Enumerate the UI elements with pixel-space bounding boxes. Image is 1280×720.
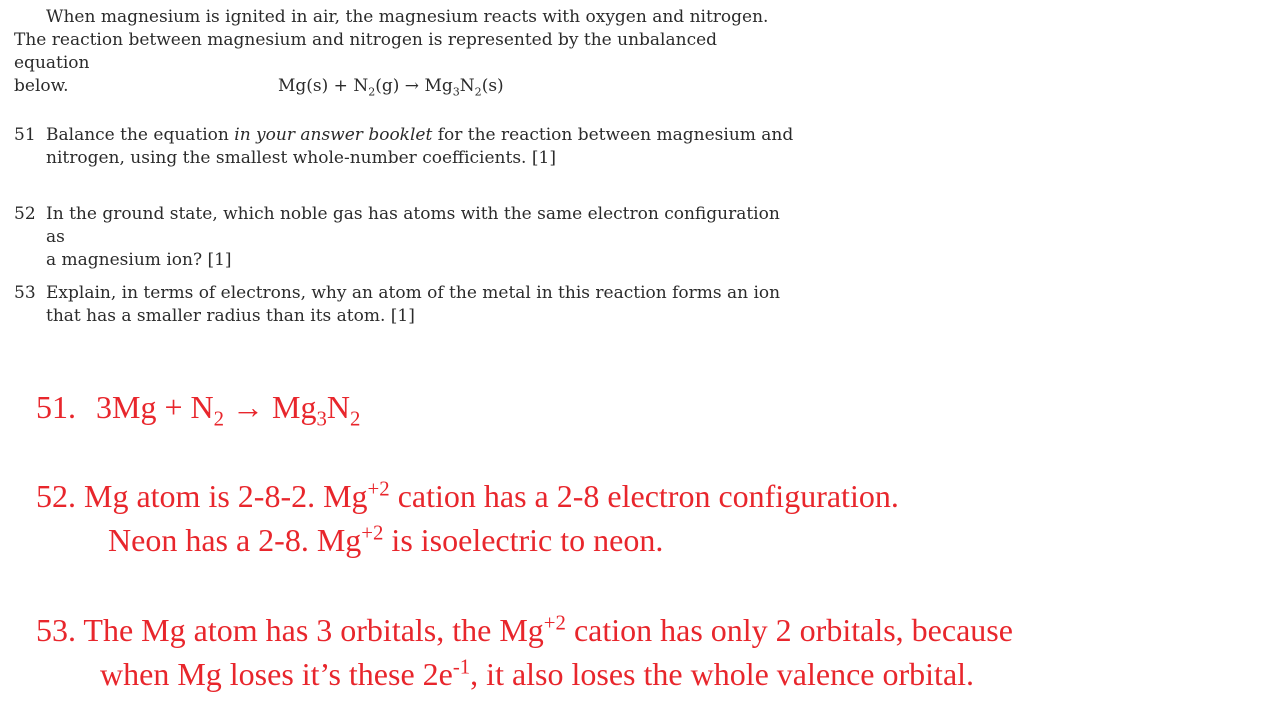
- question-line-1: In the ground state, which noble gas has atoms with the same electron configuration as: [46, 204, 780, 247]
- eq-sub-3: 2: [474, 85, 482, 99]
- intro-line-3: below.: [14, 76, 69, 96]
- a53-l2-part-1: when Mg loses it’s these 2e: [100, 656, 453, 692]
- answer-52: [36, 474, 899, 562]
- a51-part-1: 3Mg + N: [96, 389, 214, 425]
- a51-part-3: N: [326, 389, 350, 425]
- eq-sub-1: 2: [368, 85, 376, 99]
- eq-part-3: N: [459, 76, 475, 96]
- question-52: [14, 203, 794, 272]
- eq-sub-2: 3: [452, 85, 460, 99]
- a52-l2-part-2: is isoelectric to neon.: [383, 522, 664, 558]
- question-53: [14, 282, 794, 328]
- answer-53: [36, 608, 1013, 696]
- a53-l1-sup: +2: [543, 611, 566, 635]
- question-number: 53: [14, 283, 36, 303]
- a53-l1-part-2: cation has only 2 orbitals, because: [565, 612, 1013, 648]
- question-text: [46, 203, 794, 272]
- eq-part-1: Mg(s) + N: [278, 76, 369, 96]
- eq-part-2: (g) → Mg: [375, 76, 453, 96]
- q51-text-italic: in your answer booklet: [234, 125, 433, 145]
- answer-number: 51.: [36, 389, 76, 425]
- a52-l2-sup: +2: [361, 521, 384, 545]
- a51-sub-3: 2: [349, 407, 361, 431]
- unbalanced-equation: [278, 76, 504, 99]
- answer-line-2: [36, 652, 1013, 696]
- a51-sub-2: 3: [316, 407, 327, 431]
- question-line-2: nitrogen, using the smallest whole-number coefficients. [1]: [46, 148, 556, 168]
- question-line-2: a magnesium ion? [1]: [46, 250, 232, 270]
- question-line-1: [46, 124, 794, 147]
- a51-part-2: → Mg: [224, 389, 317, 425]
- question-number: 52: [14, 204, 36, 224]
- a52-l2-part-1: Neon has a 2-8. Mg: [108, 522, 362, 558]
- question-line-2: that has a smaller radius than its atom. [1]: [46, 306, 415, 326]
- answer-line-1: [36, 608, 1013, 652]
- q51-text-end: for the reaction between magnesium and: [432, 125, 794, 145]
- intro-line-1: When magnesium is ignited in air, the magnesium reacts with oxygen and nitrogen.: [46, 7, 769, 27]
- a51-sub-1: 2: [213, 407, 225, 431]
- a53-l2-sup: -1: [452, 655, 471, 679]
- question-text: [46, 124, 794, 170]
- answer-line-1: [36, 474, 899, 518]
- question-number: 51: [14, 125, 36, 145]
- eq-part-4: (s): [481, 76, 504, 96]
- q51-text-start: Balance the equation: [46, 125, 235, 145]
- question-text: [46, 282, 794, 328]
- a53-l1-part-1: The Mg atom has 3 orbitals, the Mg: [76, 612, 544, 648]
- question-line-1: Explain, in terms of electrons, why an atom of the metal in this reaction forms an ion: [46, 283, 781, 303]
- a52-l1-part-2: cation has a 2-8 electron configuration.: [389, 478, 899, 514]
- intro-line-2: The reaction between magnesium and nitrogen is represented by the unbalanced equation: [14, 30, 718, 73]
- answer-51: [36, 385, 360, 429]
- a52-l1-part-1: Mg atom is 2-8-2. Mg: [76, 478, 368, 514]
- answer-number: 53.: [36, 612, 76, 648]
- a53-l2-part-2: , it also loses the whole valence orbital.: [470, 656, 975, 692]
- answer-line-2: [36, 518, 899, 562]
- question-51: [14, 124, 794, 170]
- answer-number: 52.: [36, 478, 76, 514]
- a52-l1-sup: +2: [367, 477, 390, 501]
